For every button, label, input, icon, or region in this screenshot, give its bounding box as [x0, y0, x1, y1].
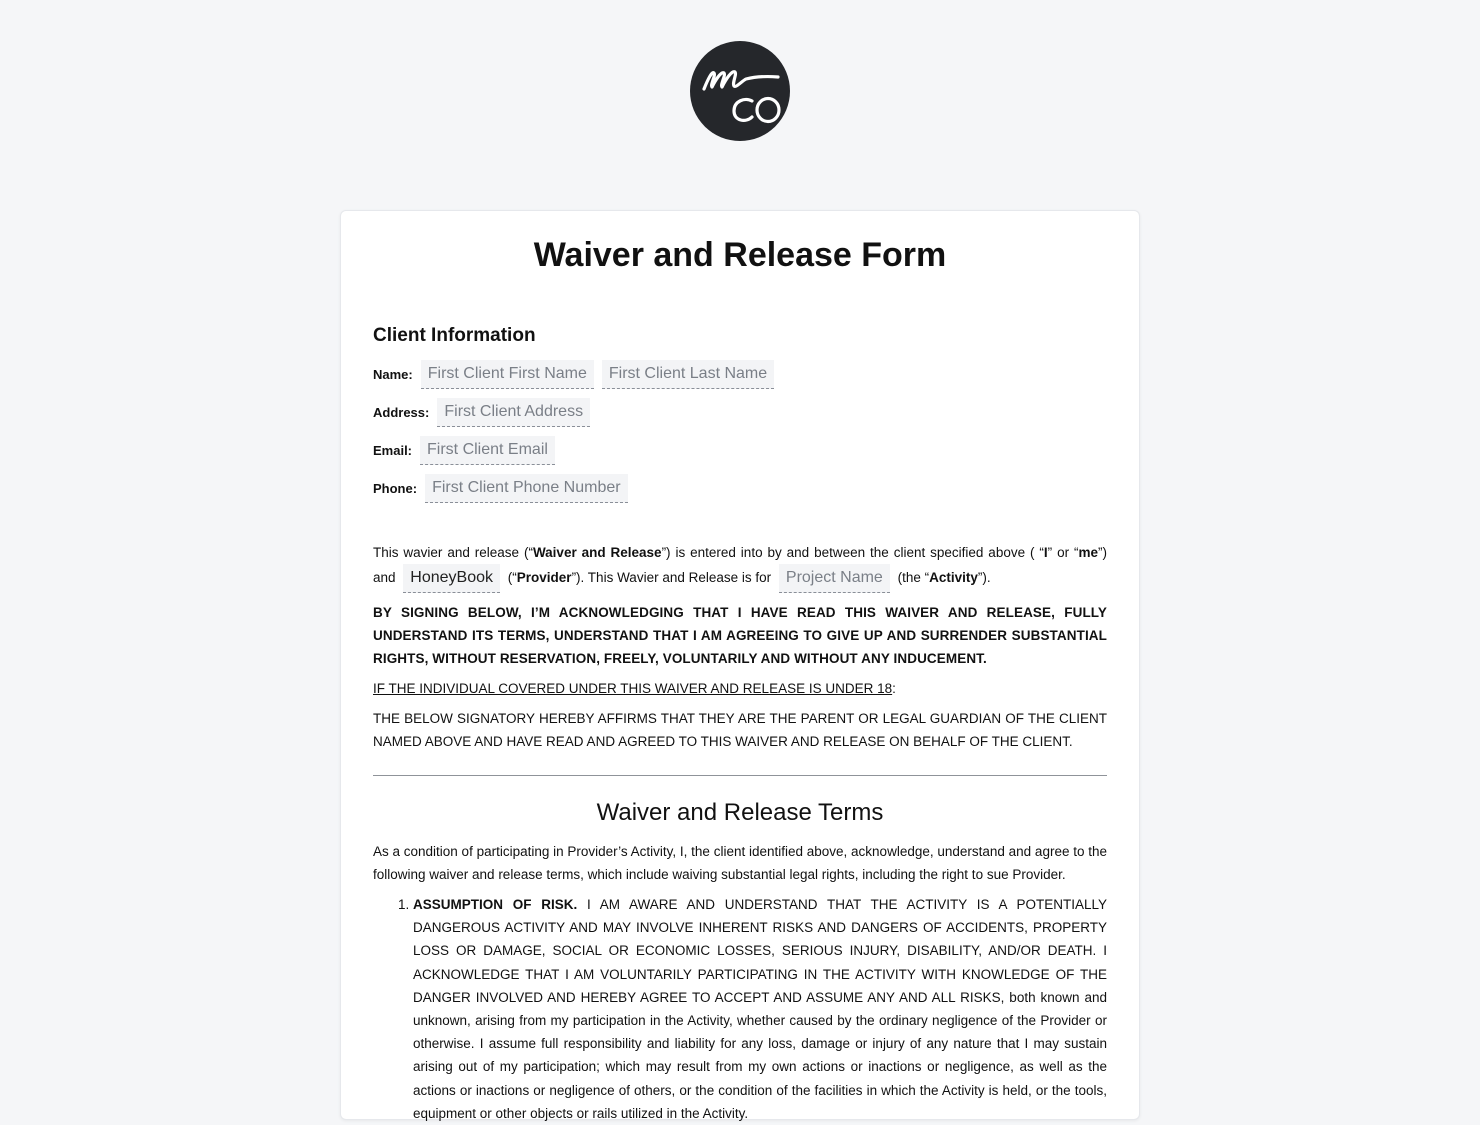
intro-text: ”).: [977, 570, 991, 586]
client-fields: [373, 359, 1107, 503]
phone-label: Phone:: [373, 480, 418, 496]
term-title: ASSUMPTION OF RISK.: [413, 897, 578, 912]
guardian-affirmation: THE BELOW SIGNATORY HEREBY AFFIRMS THAT THEY ARE THE PARENT OR LEGAL GUARDIAN OF THE CLIENT NAMED ABOVE AND HAVE READ AND AGREED TO THIS WAIVER AND RELEASE ON BEHALF OF THE CLIENT.: [373, 711, 1107, 749]
company-logo: [690, 41, 790, 141]
term-item: [413, 893, 1107, 1125]
client-information-heading: Client Information: [373, 325, 536, 346]
minor-heading-colon: :: [892, 681, 896, 696]
acknowledgement-text: BY SIGNING BELOW, I’M ACKNOWLEDGING THAT I HAVE READ THIS WAIVER AND RELEASE, FULLY UNDERSTAND ITS TERMS, UNDERSTAND THAT I AM AGREEING TO GIVE UP AND SURRENDER SUBSTANTIAL RIGHTS, WITHOUT RESERVATION, FREELY, VOLUNTARILY AND WITHOUT ANY INDUCEMENT.: [373, 605, 1107, 666]
section-divider: [373, 775, 1107, 776]
intro-bold-term: I: [1043, 545, 1048, 560]
terms-intro: As a condition of participating in Provider’s Activity, I, the client identified above, acknowledge, understand and agree to the following waiver and release terms, which include waiving substantial legal rights, including the right to sue Provider.: [373, 844, 1107, 882]
intro-paragraph: [373, 541, 1107, 593]
address-field[interactable]: First Client Address: [437, 398, 590, 427]
email-label: Email:: [373, 442, 413, 458]
email-row: [373, 435, 1107, 465]
intro-bold-term: Activity: [929, 570, 978, 586]
form-title: Waiver and Release Form: [533, 236, 947, 274]
last-name-field[interactable]: First Client Last Name: [602, 360, 774, 389]
email-field[interactable]: First Client Email: [420, 436, 555, 465]
first-name-field[interactable]: First Client First Name: [421, 360, 594, 389]
address-label: Address:: [373, 404, 430, 420]
intro-text: ”) and: [373, 545, 1107, 586]
intro-text: (“: [507, 570, 517, 586]
intro-text: This wavier and release (“: [373, 545, 533, 560]
intro-bold-term: Waiver and Release: [532, 545, 662, 560]
intro-bold-term: Provider: [516, 570, 572, 586]
project-name-field[interactable]: Project Name: [779, 564, 890, 593]
name-label: Name:: [373, 366, 413, 382]
name-row: [373, 359, 1107, 389]
minor-heading-text: IF THE INDIVIDUAL COVERED UNDER THIS WAIVER AND RELEASE IS UNDER 18: [373, 681, 893, 696]
intro-bold-term: me: [1078, 545, 1098, 560]
minor-heading: [373, 677, 1107, 700]
intro-text: ”) is entered into by and between the client specified above ( “: [661, 545, 1044, 560]
term-body: I AM AWARE AND UNDERSTAND THAT THE ACTIVITY IS A POTENTIALLY DANGEROUS ACTIVITY AND MAY INVOLVE INHERENT RISKS AND DANGERS OF ACCIDENTS, PROPERTY LOSS OR DAMAGE, SOCIAL OR ECONOMIC LOSSES, SERIOUS INJURY, DISABILITY, AND/OR DEATH. I ACKNOWLEDGE THAT I AM VOLUNTARILY PARTICIPATING IN THE ACTIVITY WITH KNOWLEDGE OF THE DANGER INVOLVED AND HEREBY AGREE TO ACCEPT AND ASSUME ANY AND ALL RISKS, both known and unknown, arising from my participation in the Activity, whether caused by the ordinary negligence of the Provider or otherwise. I assume full responsibility and liability for any loss, damage or injury of any nature that I may sustain arising out of my participation; which may result from my own actions or inactions or negligence, as well as the actions or inactions or negligence of others, or the condition of the facilities in which the Activity is held, or the tools, equipment or other objects or rails utilized in the Activity.: [413, 897, 1108, 1121]
phone-row: [373, 473, 1107, 503]
intro-text: (the “: [897, 570, 930, 586]
logo-mark: [690, 41, 790, 141]
terms-list: [373, 893, 1107, 1125]
address-row: [373, 397, 1107, 427]
provider-field[interactable]: HoneyBook: [403, 564, 500, 593]
terms-heading: Waiver and Release Terms: [596, 799, 884, 826]
phone-field[interactable]: First Client Phone Number: [425, 474, 628, 503]
intro-text: ”). This Wavier and Release is for: [571, 570, 772, 586]
intro-text: ” or “: [1047, 545, 1079, 560]
waiver-form-card: [340, 210, 1140, 1120]
